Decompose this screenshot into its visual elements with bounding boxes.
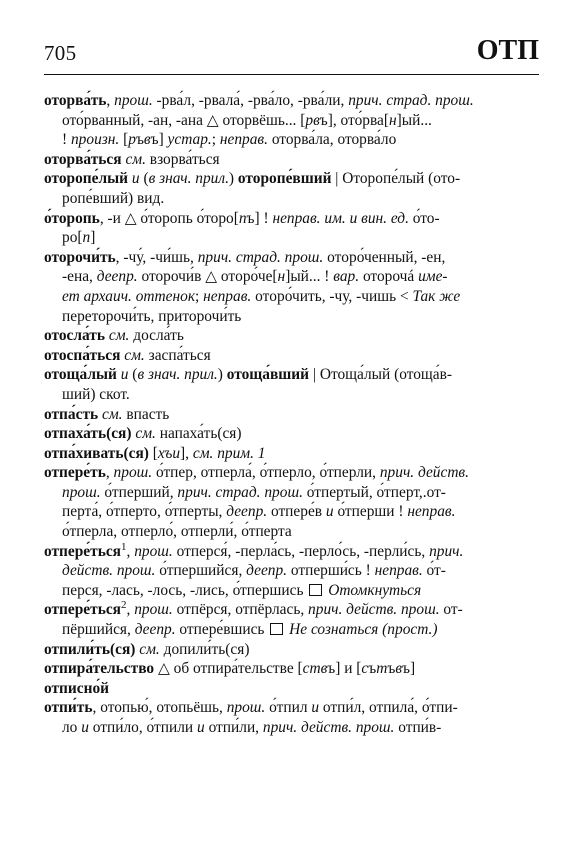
dictionary-entry [44,346,539,366]
entry-text: ; [195,287,204,305]
entry-text: ] [90,229,96,247]
dictionary-entry [44,248,539,326]
italic-label: неправ. [219,131,268,149]
entry-line [44,169,539,189]
entry-text: -ена, [62,268,97,286]
entry-line [44,326,539,346]
italic-label: ет архаич. оттенок [62,287,196,305]
entry-text: ро[ [62,229,83,247]
entry-text: ( [128,366,138,384]
entry-text: [ [119,131,129,149]
entry-text: ; [211,131,220,149]
running-head: ОТП [476,35,539,66]
italic-label: прош. [134,601,173,619]
entry-text: отпёрся, отпёрлась, [172,601,309,619]
headword: отпа́сть [44,405,99,423]
entry-line [44,698,539,718]
headword: отписно́й [44,679,110,697]
italic-label: см. [124,346,145,364]
entry-text: перта́, о́тперто, о́тперты, [62,503,227,521]
entry-line [44,581,539,601]
dictionary-entry [44,640,539,660]
headword: отпаха́ть(ся) [44,425,132,443]
entry-line [44,444,539,464]
headword: отоща́лый [44,366,117,384]
italic-label: см. [108,327,130,345]
italic-label: в знач. прил. [137,366,218,384]
dictionary-entry [44,698,539,737]
entry-text: , отопью́, отопьёшь, [92,699,227,717]
entry-text: ропе́вший) вид. [62,189,165,207]
italic-label: см. [135,425,156,443]
entry-text: заспа́ться [144,346,211,364]
italic-label: деепр. [96,268,138,286]
italic-label: неправ. им. и вин. ед. [272,209,409,227]
italic-label: неправ. [374,562,423,580]
entry-text: -рва́л, -рвала́, -рва́ло, -рва́ли, [152,92,349,109]
italic-label: действ. прош. [62,562,156,580]
entry-text: оторочи́в △ отoро́че[ [137,268,278,286]
italic-label: прич. [429,542,464,560]
dictionary-entry [44,150,539,170]
italic-label: хъи [157,444,181,462]
entry-line [44,385,539,405]
square-box-icon [270,623,283,635]
square-box-icon [309,584,322,596]
italic-label: см. [102,405,123,423]
page-number: 705 [44,41,77,65]
italic-label: прич. действ. прош. [262,719,395,736]
entry-text: , [126,542,135,560]
headword: оторопе́вший [237,170,332,188]
entry-text: взорва́ться [145,150,220,168]
entry-text: ъ [135,131,144,149]
italic-label: устар. [167,131,212,149]
homonym-number: 2 [121,599,127,612]
entry-line [44,483,539,503]
italic-label: см. [139,640,160,658]
entry-text: ], [180,444,193,462]
italic-label: в [395,660,403,678]
entry-text: △ об отпира́тельстве [ [154,660,303,678]
italic-label: рв [305,111,320,129]
italic-label: и [311,699,320,717]
entry-line [44,248,539,268]
entry-text: ъ [368,660,377,678]
entry-text: ! [62,131,71,149]
headword: отпира́тельство [44,660,155,678]
homonym-number: 1 [121,540,127,553]
headword: оторва́ть [44,92,107,109]
headword: отпере́ться [44,542,121,560]
italic-label: прич. страд. прош. [348,92,474,109]
entry-text: ший) скот. [62,385,130,403]
entry-line [44,287,539,307]
italic-label: деепр. [246,562,288,580]
entry-text: ) [228,170,238,188]
italic-label: п [82,229,91,247]
entry-text: о́тпертый, о́тперт,.от- [302,483,446,501]
entry-text: , [126,601,135,619]
entry-text: оторва́ла, оторва́ло [267,131,397,149]
entry-line [44,228,539,248]
entry-line [44,130,539,150]
italic-label: неправ. [407,503,456,521]
entry-text: ъ] ! [246,209,273,227]
italic-label: и [197,719,205,736]
entry-text: о́тпер, отперла́, о́тперло, о́тперли, [152,464,380,482]
entry-text: переторочи́ть, приторочи́ть [62,307,242,325]
entry-text: отoро́чить, -чу, -чишь < [251,287,413,305]
italic-label: в знач. прил. [148,170,229,188]
entry-text: [ [148,444,158,462]
italic-label: прич. действ. [379,464,469,482]
headword: оторопе́лый [44,170,129,188]
dictionary-entry [44,365,539,404]
italic-label: см. прим. 1 [192,444,266,462]
headword: отосла́ть [44,327,106,345]
entries-column [44,91,539,738]
entry-line [44,365,539,385]
entry-text: ъ], ото́рва[ [319,111,389,129]
headword: отпи́ть [44,699,93,717]
italic-label: р [128,131,136,149]
dictionary-entry [44,679,539,699]
italic-label: ств [302,660,328,678]
entry-text: ъ] [402,660,416,678]
entry-line [44,718,539,738]
page-header [44,33,539,73]
entry-text: отпере́вшись [175,621,269,639]
italic-label: и [131,170,140,188]
italic-label: Не сознаться (прост.) [289,621,438,639]
entry-line [44,405,539,425]
dictionary-entry [44,169,539,208]
italic-label: деепр. [226,503,268,521]
entry-text: | Отоща́лый (отоща́в- [309,366,452,384]
headword: отпили́ть(ся) [44,640,136,658]
dictionary-entry [44,463,539,541]
entry-text: ъ] [150,131,168,149]
entry-line [44,600,539,620]
entry-text: от- [439,601,463,619]
entry-line [44,542,539,562]
entry-text: ло [62,719,82,736]
headword: о́торопь [44,209,100,227]
entry-text: о́тпершийся, [155,562,247,580]
italic-label: вар. [333,268,360,286]
entry-text: | Оторопе́лый (ото- [331,170,461,188]
italic-label: произн. [70,131,120,149]
italic-label: см. [125,150,146,168]
entry-text: о́тперла, отперло́, отперли́, о́тперта [62,523,292,541]
entry-text: ]ый... [396,111,432,129]
entry-line [44,189,539,209]
italic-label: н [389,111,397,129]
entry-line [44,640,539,660]
entry-text: о́тпил [265,699,312,717]
entry-line [44,346,539,366]
italic-label: прош. [226,699,266,717]
italic-label: н [277,268,286,286]
entry-line [44,679,539,699]
italic-label: и [325,503,334,521]
entry-text: , -и △ о́торопь о́торо[ [99,209,239,227]
entry-line [44,111,539,131]
entry-text: ]ый... ! [285,268,334,286]
headword: оторва́ться [44,150,122,168]
dictionary-entry [44,209,539,248]
entry-text: отпи́в- [394,719,442,736]
entry-text: о́тперши ! [333,503,408,521]
entry-line [44,463,539,483]
dictionary-entry [44,659,539,679]
entry-text: отoро́ченный, -ен, [323,248,446,266]
italic-label: т [376,660,388,678]
entry-line [44,561,539,581]
entry-text: отпи́ли, [204,719,263,736]
header-rule [44,74,539,75]
italic-label: прош. [113,464,153,482]
entry-line [44,424,539,444]
italic-label: деепр. [134,621,176,639]
entry-text: о́тперший, [100,483,178,501]
entry-text: досла́ть [129,327,184,345]
entry-text: ото́рванный, -ан, -ана △ оторвёшь... [ [62,111,306,129]
headword: отоспа́ться [44,346,121,364]
entry-text: , [105,464,114,482]
italic-label: прош. [62,483,101,501]
entry-line [44,522,539,542]
italic-label: прош. [134,542,173,560]
entry-text: ) [217,366,227,384]
headword: отпере́ть [44,464,106,482]
entry-line [44,150,539,170]
entry-text: впасть [122,405,170,423]
italic-label: Так же [412,287,461,305]
headword: отпа́хивать(ся) [44,444,149,462]
headword: отоща́вший [226,366,310,384]
entry-line [44,307,539,327]
italic-label: с [361,660,369,678]
entry-text: , [106,92,115,109]
italic-label: прош. [114,92,153,109]
italic-label: в [143,131,151,149]
dictionary-entry [44,405,539,425]
entry-text: отпи́ло, о́тпили [88,719,198,736]
entry-text: отпере́в [267,503,326,521]
italic-label: неправ. [203,287,252,305]
entry-line [44,209,539,229]
entry-text: ъ] и [ [327,660,362,678]
entry-text: отпи́л, отпила́, о́тпи- [319,699,458,717]
dictionary-entry [44,326,539,346]
entry-text: перся, -лась, -лось, -лись, о́тпершись [62,581,308,599]
headword: оторочи́ть [44,248,116,266]
entry-text: пёршийся, [62,621,135,639]
dictionary-entry [44,542,539,601]
entry-text: о́то- [408,209,440,227]
entry-text: оторочá [359,268,419,286]
italic-label: и [81,719,89,736]
dictionary-entry [44,91,539,150]
entry-text: о́т- [422,562,446,580]
entry-text: напаха́ть(ся) [155,425,242,443]
headword: отпере́ться [44,601,121,619]
entry-text: допили́ть(ся) [159,640,250,658]
entry-text: ъ [387,660,396,678]
italic-label: Отомкнуться [328,581,422,599]
italic-label: име- [418,268,448,286]
entry-line [44,267,539,287]
entry-text: отперся́, -перла́сь, -перло́сь, -перли́сь, [172,542,430,560]
entry-line [44,659,539,679]
dictionary-entry [44,600,539,639]
italic-label: п [238,209,247,227]
italic-label: прич. действ. прош. [308,601,440,619]
italic-label: прич. страд. прош. [177,483,303,501]
entry-line [44,91,539,111]
italic-label: и [120,366,129,384]
entry-text: отперши́сь ! [287,562,375,580]
dictionary-entry [44,444,539,464]
italic-label: прич. страд. прош. [197,248,324,266]
dictionary-entry [44,424,539,444]
entry-line [44,502,539,522]
entry-text: , -чу́, -чи́шь, [115,248,198,266]
entry-text: ( [139,170,149,188]
entry-line [44,620,539,640]
